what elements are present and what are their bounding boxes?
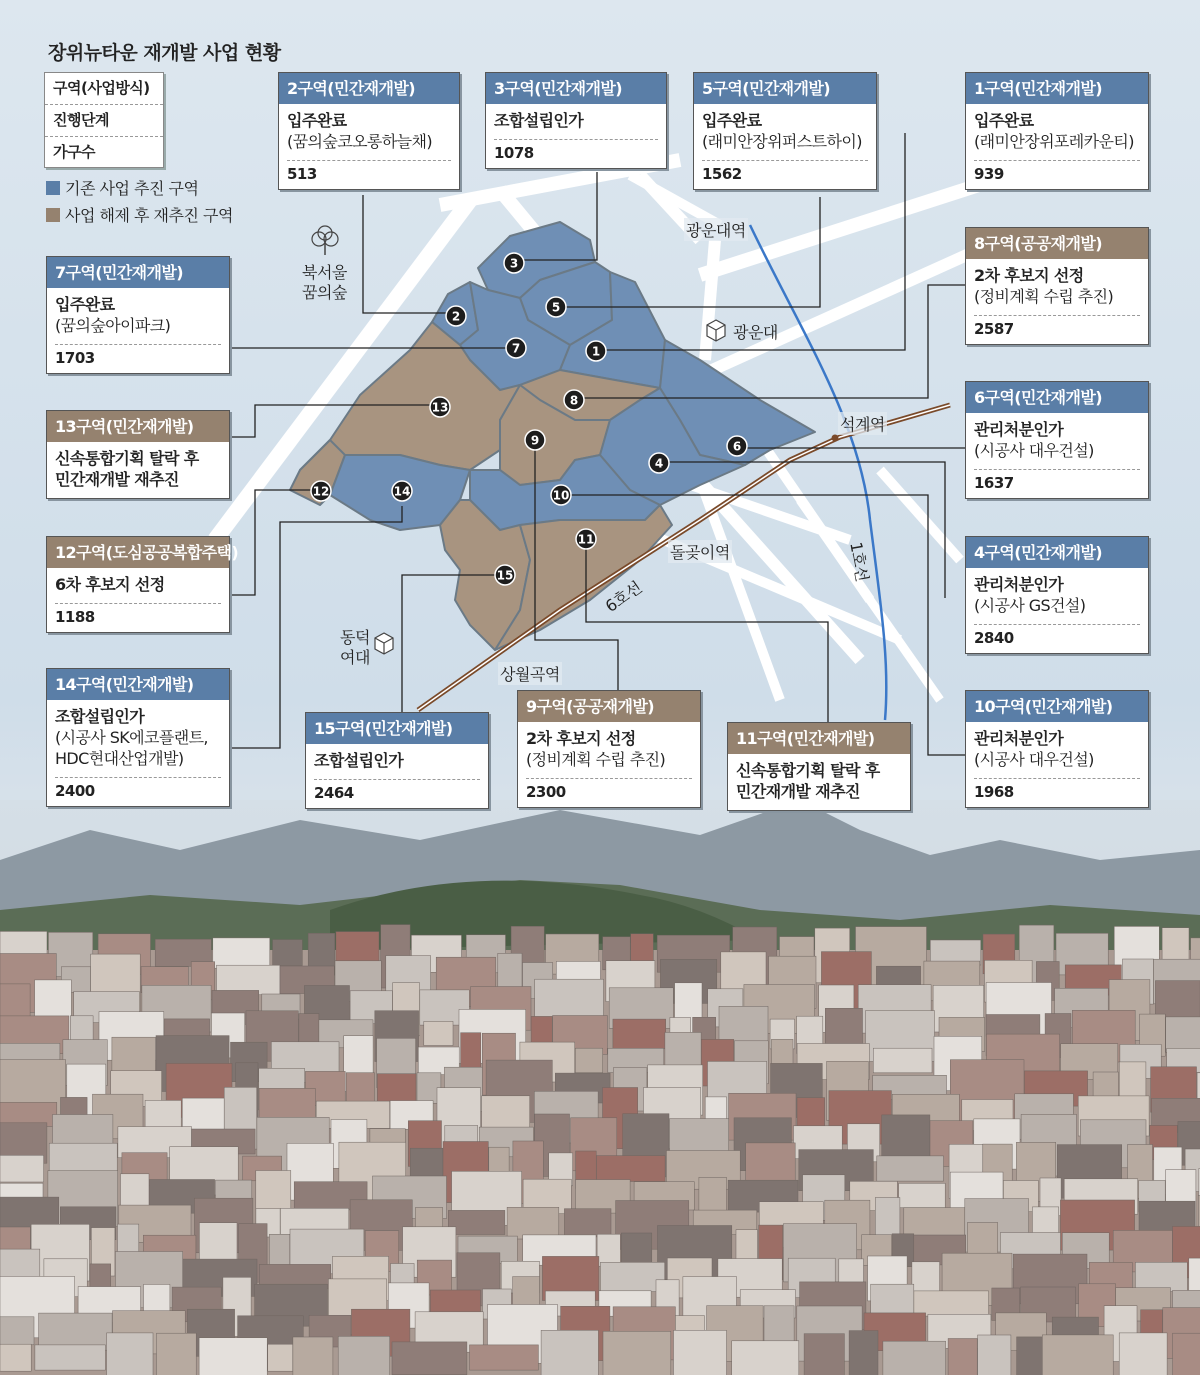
- district-card-body: [47, 442, 229, 498]
- park-label-1: 북서울: [302, 263, 347, 282]
- district-card-body: [694, 104, 876, 154]
- district-card-5: [693, 72, 877, 190]
- district-card-note: (시공사 대우건설): [974, 441, 1094, 460]
- district-card-households: 1703: [55, 344, 221, 373]
- zone-marker-4: [649, 453, 669, 473]
- zone-marker-number: 12: [312, 484, 330, 499]
- district-card-stage: 입주완료: [55, 295, 115, 314]
- district-card-stage: 6차 후보지 선정: [55, 575, 165, 594]
- zone-marker-8: [564, 390, 584, 410]
- district-card-header: 1구역(민간재개발): [966, 73, 1148, 104]
- district-card-households: 1078: [494, 139, 658, 168]
- legend-restart: [46, 203, 233, 226]
- district-card-stage: 2차 후보지 선정: [974, 266, 1084, 285]
- district-card-7: [46, 256, 230, 374]
- zone-marker-number: 4: [654, 456, 664, 471]
- district-card-body: [966, 104, 1148, 154]
- district-card-header: 12구역(도심공공복합주택): [47, 537, 229, 568]
- legend-households: 가구수: [53, 143, 95, 161]
- district-card-header: 4구역(민간재개발): [966, 537, 1148, 568]
- district-card-households: 2587: [974, 315, 1140, 344]
- district-card-header: 15구역(민간재개발): [306, 713, 488, 744]
- zone-marker-12: [311, 481, 331, 501]
- district-card-body: [966, 259, 1148, 309]
- district-card-stage: 조합설립인가: [494, 111, 584, 130]
- district-card-note: (시공사 GS건설): [974, 596, 1086, 615]
- zone-marker-number: 11: [577, 532, 595, 547]
- sangwolgok-station-label: 상월곡역: [498, 662, 562, 685]
- zone-marker-number: 9: [530, 433, 540, 448]
- district-card-stage: 조합설립인가: [314, 751, 404, 770]
- district-card-households: 1188: [55, 603, 221, 632]
- legend-key: [44, 72, 164, 168]
- district-card-stage: 신속통합기획 탈락 후: [55, 449, 199, 468]
- district-card-header: 7구역(민간재개발): [47, 257, 229, 288]
- district-card-body: [966, 722, 1148, 772]
- district-card-note: 민간재개발 재추진: [55, 470, 179, 489]
- district-card-6: [965, 381, 1149, 499]
- district-card-stage: 입주완료: [974, 111, 1034, 130]
- line-6-label: 6호선: [601, 577, 646, 617]
- district-card-11: [727, 722, 911, 811]
- district-card-households: 2300: [526, 778, 692, 807]
- zone-marker-number: 6: [732, 439, 742, 454]
- district-card-body: [47, 568, 229, 597]
- dolgoji-station-label: 돌곶이역: [668, 540, 732, 563]
- district-card-households: 1637: [974, 469, 1140, 498]
- university-icon: [707, 320, 725, 341]
- district-card-body: [966, 413, 1148, 463]
- district-card-header: 5구역(민간재개발): [694, 73, 876, 104]
- kwangwoon-station-label: 광운대역: [684, 218, 748, 241]
- district-card-note-2: HDC현대산업개발): [55, 749, 184, 768]
- kwangwoon-univ-label: 광운대: [733, 323, 778, 342]
- park-label-2: 꿈의숲: [302, 283, 347, 302]
- district-card-header: 3구역(민간재개발): [486, 73, 666, 104]
- zone-marker-number: 15: [496, 568, 514, 583]
- district-card-body: [966, 568, 1148, 618]
- zone-marker-number: 14: [393, 484, 411, 499]
- legend-header: 구역(사업방식): [45, 73, 163, 105]
- district-card-stage: 신속통합기획 탈락 후: [736, 761, 880, 780]
- district-card-stage: 입주완료: [702, 111, 762, 130]
- district-card-households: 2400: [55, 777, 221, 806]
- legend-existing-swatch: [46, 181, 60, 195]
- district-card-note: (정비계획 수립 추진): [974, 287, 1114, 306]
- zone-marker-number: 7: [511, 341, 521, 356]
- district-card-header: 8구역(공공재개발): [966, 228, 1148, 259]
- district-card-households: 513: [287, 160, 451, 189]
- district-card-header: 10구역(민간재개발): [966, 691, 1148, 722]
- district-card-stage: 조합설립인가: [55, 707, 145, 726]
- zone-marker-2: [446, 306, 466, 326]
- aerial-photo-drawing: [0, 800, 1200, 1375]
- district-card-stage: 관리처분인가: [974, 575, 1064, 594]
- district-card-note: (래미안장위포레카운티): [974, 132, 1134, 151]
- district-card-2: [278, 72, 460, 190]
- zone-marker-number: 3: [509, 256, 519, 271]
- university-icon-dongduk: [375, 633, 393, 654]
- zone-marker-number: 2: [451, 309, 461, 324]
- district-card-13: [46, 410, 230, 499]
- zone-marker-6: [727, 436, 747, 456]
- park-icon: [312, 226, 338, 255]
- legend-existing: [46, 176, 198, 199]
- district-card-stage: 관리처분인가: [974, 729, 1064, 748]
- zone-marker-3: [504, 253, 524, 273]
- district-card-8: [965, 227, 1149, 345]
- dongduk-label-1: 동덕: [340, 628, 370, 647]
- legend-restart-label: 사업 해제 후 재추진 구역: [65, 206, 233, 225]
- district-card-households: 939: [974, 160, 1140, 189]
- district-card-note: (꿈의숲아이파크): [55, 316, 171, 335]
- district-card-header: 14구역(민간재개발): [47, 669, 229, 700]
- district-card-4: [965, 536, 1149, 654]
- zone-marker-10: [551, 485, 571, 505]
- zone-marker-number: 10: [552, 488, 570, 503]
- dongduk-label-2: 여대: [340, 648, 370, 667]
- legend-restart-swatch: [46, 208, 60, 222]
- zone-marker-15: [495, 565, 515, 585]
- district-card-3: [485, 72, 667, 169]
- zone-marker-number: 5: [551, 300, 561, 315]
- district-card-stage: 입주완료: [287, 111, 347, 130]
- district-card-stage: 2차 후보지 선정: [526, 729, 636, 748]
- district-card-body: [47, 288, 229, 338]
- zone-marker-number: 13: [431, 400, 449, 415]
- district-card-body: [728, 754, 910, 810]
- legend-stage: 진행단계: [45, 105, 163, 137]
- district-card-header: 2구역(민간재개발): [279, 73, 459, 104]
- zone-marker-1: [586, 341, 606, 361]
- seokgye-station-dot: [832, 435, 839, 442]
- district-card-9: [517, 690, 701, 808]
- district-card-10: [965, 690, 1149, 808]
- district-card-body: [518, 722, 700, 772]
- district-card-note: (정비계획 수립 추진): [526, 750, 666, 769]
- district-card-header: 11구역(민간재개발): [728, 723, 910, 754]
- zone-marker-5: [546, 297, 566, 317]
- line-1-label: 1호선: [846, 540, 872, 583]
- district-card-note: (시공사 SK에코플랜트,: [55, 728, 208, 747]
- legend-existing-label: 기존 사업 추진 구역: [65, 179, 199, 198]
- district-card-body: [47, 700, 229, 771]
- zone-marker-9: [525, 430, 545, 450]
- district-card-note: (꿈의숲코오롱하늘채): [287, 132, 432, 151]
- district-card-note: (시공사 대우건설): [974, 750, 1094, 769]
- district-card-header: 13구역(민간재개발): [47, 411, 229, 442]
- page-title: 장위뉴타운 재개발 사업 현황: [48, 42, 281, 64]
- district-card-note: 민간재개발 재추진: [736, 782, 860, 801]
- district-card-body: [306, 744, 488, 773]
- district-card-households: 2840: [974, 624, 1140, 653]
- district-card-households: 1968: [974, 778, 1140, 807]
- district-card-note: (래미안장위퍼스트하이): [702, 132, 862, 151]
- zone-marker-number: 1: [591, 344, 601, 359]
- district-card-body: [486, 104, 666, 133]
- aerial-photo: [0, 800, 1200, 1375]
- seokgye-station-label: 석계역: [838, 412, 887, 435]
- district-card-header: 6구역(민간재개발): [966, 382, 1148, 413]
- district-card-header: 9구역(공공재개발): [518, 691, 700, 722]
- zone-marker-13: [430, 397, 450, 417]
- district-card-households: 1562: [702, 160, 868, 189]
- district-card-1: [965, 72, 1149, 190]
- zone-marker-7: [506, 338, 526, 358]
- district-card-15: [305, 712, 489, 809]
- zone-marker-11: [576, 529, 596, 549]
- zone-marker-14: [392, 481, 412, 501]
- zone-marker-number: 8: [569, 393, 579, 408]
- district-card-body: [279, 104, 459, 154]
- district-card-households: 2464: [314, 779, 480, 808]
- district-card-14: [46, 668, 230, 807]
- district-card-12: [46, 536, 239, 633]
- district-card-stage: 관리처분인가: [974, 420, 1064, 439]
